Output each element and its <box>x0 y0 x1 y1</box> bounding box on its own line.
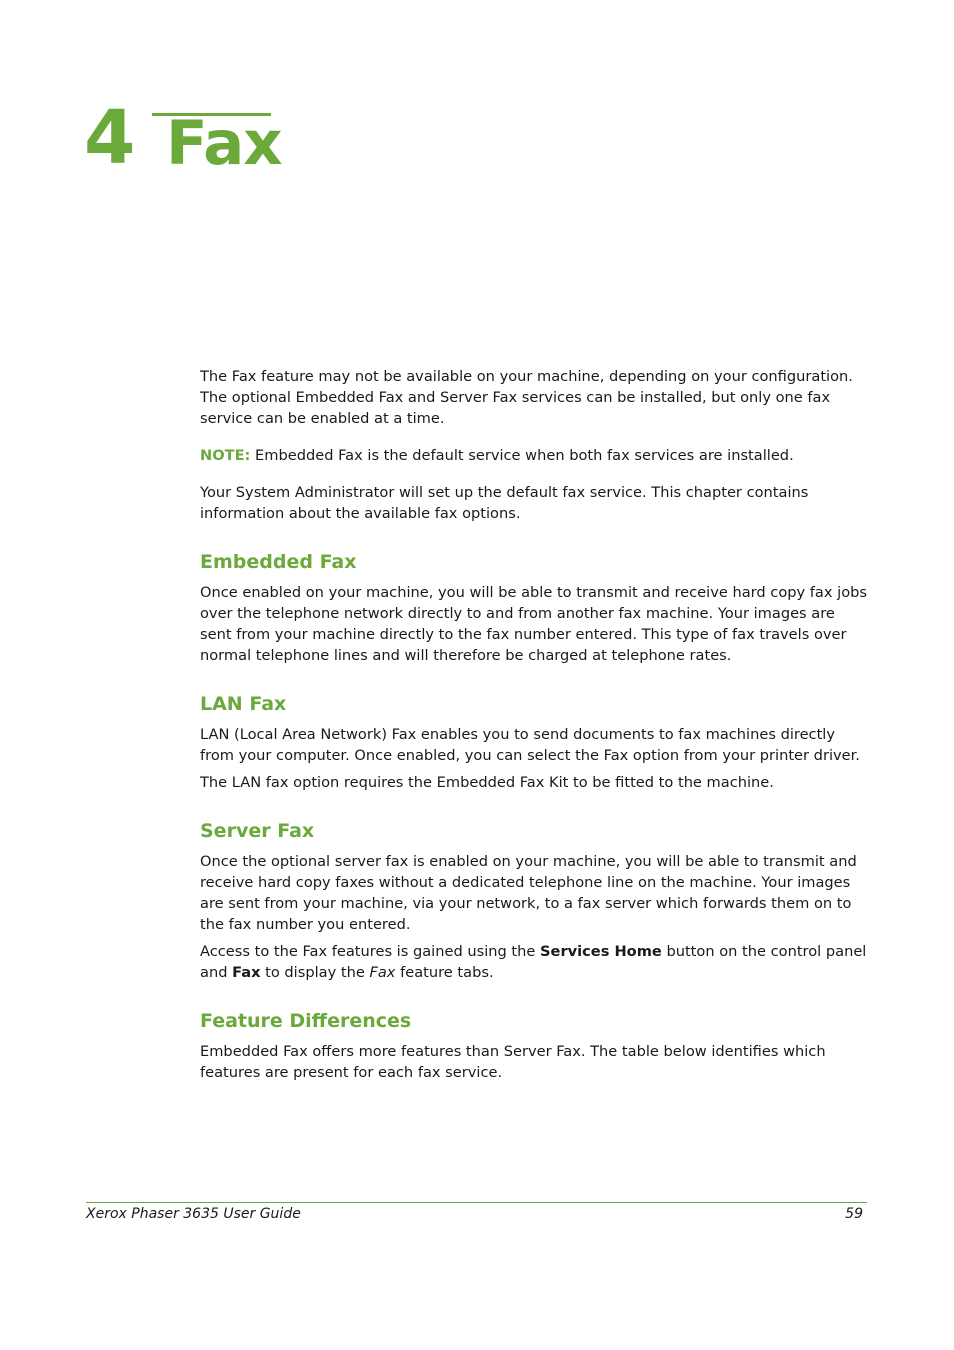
access-text-2: button on the control panel and <box>200 943 867 981</box>
server-fax-paragraph: Once the optional server fax is enabled on your machine, you will be able to transmit and receive hard copy faxes without a dedicated telephone line on the machine. Your images are sent from your machine, via your network, to a fax server which forwards them on to the fax number you entered. <box>200 853 857 933</box>
section-server-fax <box>200 819 868 983</box>
lan-fax-paragraph: LAN (Local Area Network) Fax enables you to send documents to fax machines directly from your computer. Once enabled, you can select the Fax option from your printer driver. <box>200 726 860 764</box>
intro-paragraph: The Fax feature may not be available on your machine, depending on your configuration. The optional Embedded Fax and Server Fax services can be installed, but only one fax service can be enabled at a time. <box>200 368 853 427</box>
feature-differences-paragraph: Embedded Fax offers more features than Server Fax. The table below identifies which features are present for each fax service. <box>200 1043 826 1081</box>
section-heading-lan-fax: LAN Fax <box>200 693 287 715</box>
access-text-1: Access to the Fax features is gained using the <box>200 943 541 960</box>
section-lan-fax <box>200 692 868 793</box>
note-text: Embedded Fax is the default service when both fax services are installed. <box>250 447 794 464</box>
note <box>200 445 868 466</box>
section-feature-differences <box>200 1009 868 1083</box>
note-label: NOTE: <box>200 447 251 464</box>
page-content <box>200 366 868 1083</box>
chapter-title: Fax <box>166 108 282 179</box>
section-heading-server-fax: Server Fax <box>200 820 315 842</box>
footer-rule <box>86 1202 867 1203</box>
section-embedded-fax <box>200 550 868 666</box>
fax-italic-term: Fax <box>369 964 396 981</box>
services-home-term: Services Home <box>540 943 662 960</box>
section-heading-embedded-fax: Embedded Fax <box>200 551 357 573</box>
server-fax-access-paragraph <box>200 941 868 983</box>
access-text-3: to display the <box>260 964 370 981</box>
footer-guide-title: Xerox Phaser 3635 User Guide <box>86 1206 301 1222</box>
access-text-4: feature tabs. <box>395 964 494 981</box>
fax-term: Fax <box>232 964 261 981</box>
footer-page-number: 59 <box>845 1206 863 1222</box>
section-heading-feature-differences: Feature Differences <box>200 1010 412 1032</box>
lan-fax-paragraph-2: The LAN fax option requires the Embedded Fax Kit to be fitted to the machine. <box>200 774 774 791</box>
embedded-fax-paragraph: Once enabled on your machine, you will be able to transmit and receive hard copy fax jobs over the telephone network directly to and from another fax machine. Your images are sent from your machine directly to the fax number entered. This type of fax travels over normal telephone lines and will therefore be charged at telephone rates. <box>200 584 868 664</box>
chapter-number: 4 <box>84 95 136 181</box>
intro-paragraph-2: Your System Administrator will set up the default fax service. This chapter contains information about the available fax options. <box>200 484 809 522</box>
